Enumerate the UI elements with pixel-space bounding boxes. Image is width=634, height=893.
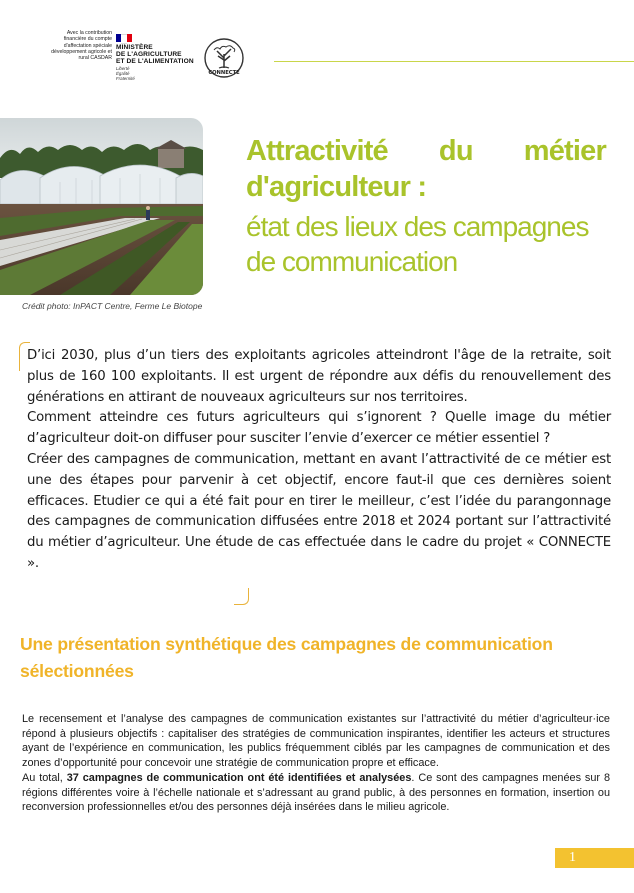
ministry-name	[116, 44, 194, 66]
page-title-line2: d'agriculteur :	[246, 171, 427, 203]
section-body	[22, 712, 610, 815]
motto-line: Liberté	[116, 66, 130, 71]
intro-text	[27, 346, 611, 575]
intro-paragraph: Créer des campagnes de communication, mettant en avant l’attractivité de ce métier est une des étapes pour parvenir à cet objectif, encore faut-il que ces dernières soient efficaces. Etudier ce qui a été fait pour en tirer le meilleur, c’est l’idée du parangonnage des campagnes de communication diffusées entre 2018 et 2024 portant sur l’attractivité du métier d’agriculteur. Une étude de cas effectuée dans le cadre du projet « CONNECTE ».	[27, 451, 611, 571]
ministry-line: ET DE L'ALIMENTATION	[116, 58, 194, 66]
motto-line: Fraternité	[116, 75, 135, 81]
section-heading: Une présentation synthétique des campagnes de communication sélectionnées	[20, 634, 553, 681]
header-divider	[274, 61, 634, 62]
body-bold-highlight: 37 campagnes de communication ont été identifiées et analysées	[66, 771, 412, 784]
page-subtitle: état des lieux des campagnes de communication	[246, 211, 589, 277]
intro-paragraph: Comment atteindre ces futurs agriculteurs qui s’ignorent ? Quelle image du métier d’agriculteur doit-on diffuser pour susciter l’envie d’exercer ce métier essentiel ?	[27, 410, 611, 447]
body-paragraph: Le recensement et l’analyse des campagnes de communication existantes sur l’attractivité du métier d’agriculteur·ice répond à plusieurs objectifs : capitaliser des stratégies de communication inspirantes, identifier les acteurs et structures ayant de l’expérience en communication, les publics fréquemment ciblés par les campagnes de communication et des zones d’opportunité pour concevoir une stratégie de communication propre et efficace.	[22, 713, 610, 770]
french-flag-icon	[116, 34, 132, 42]
greenhouse-field-photo	[0, 118, 203, 295]
connecte-logo	[200, 36, 248, 80]
republic-motto	[116, 67, 135, 81]
body-text-span: Au total,	[22, 771, 67, 784]
connecte-tree-icon	[200, 36, 248, 80]
motto-line: Égalité	[116, 70, 130, 76]
ministry-line: MINISTÈRE	[116, 44, 153, 51]
page-title-line1: Attractivité du métier	[246, 135, 606, 167]
connecte-logo-text: CONNECTE	[208, 70, 240, 76]
intro-paragraph: D’ici 2030, plus d’un tiers des exploitants agricoles atteindront l'âge de la retraite, soit plus de 160 100 exploitants. Il est urgent de répondre aux défis du renouvellement des générations en attirant de nouveaux agriculteurs sur nos territoires.	[27, 348, 611, 405]
page-number: 1	[555, 848, 634, 868]
intro-bracket-bottom	[234, 588, 249, 605]
body-paragraph	[22, 771, 610, 815]
photo-credit: Crédit photo: InPACT Centre, Ferme Le Biotope	[22, 301, 203, 311]
body-text-span: . Ce sont des campagnes menées sur 8 régions différentes voire à l’échelle nationale et s’adressant au grand public, à des personnes en formation, insertion ou reconversion professionnelles et/ou des personnes déjà insérées dans le milieu agricole.	[22, 771, 611, 814]
ministry-line: DE L'AGRICULTURE	[116, 51, 182, 59]
casdar-contribution-text: Avec la contribution financière du compte d'affectation spéciale développement agricole et rural CASDAR	[51, 30, 112, 62]
